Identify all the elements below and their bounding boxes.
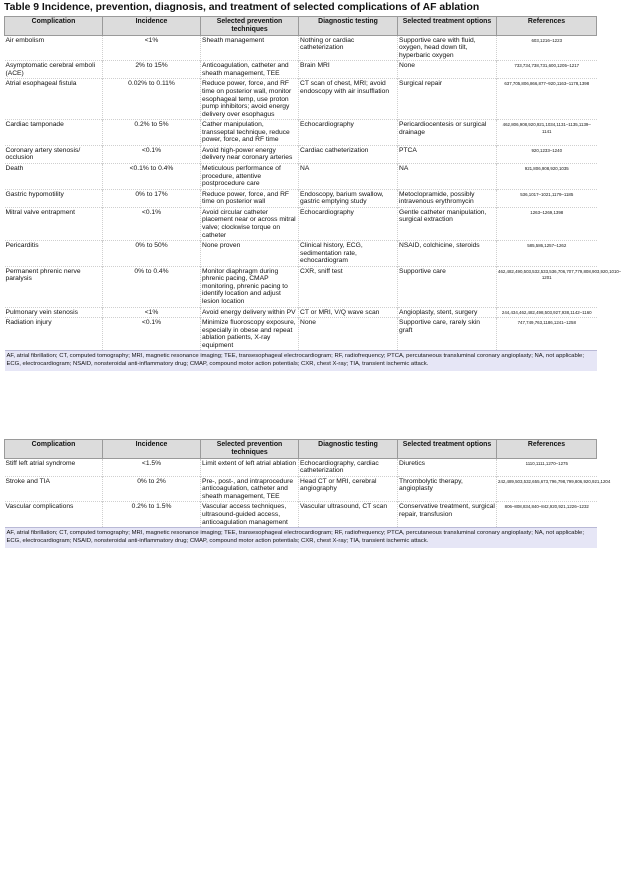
complications-table-part-1 — [4, 16, 621, 371]
header-incidence: Incidence — [103, 17, 201, 36]
treatment-cell: Thrombolytic therapy, angioplasty — [398, 476, 497, 502]
references-cell: 806–808,834,840–842,920,921,1226–1232 — [497, 502, 597, 528]
complication-cell: Gastric hypomotility — [5, 190, 64, 198]
diagnostic-cell: Endoscopy, barium swallow, gastric emptying study — [299, 189, 398, 207]
diagnostic-cell: Nothing or cardiac catheterization — [299, 35, 398, 61]
treatment-cell: NA — [398, 164, 497, 190]
complication-cell: Permanent phrenic nerve paralysis — [5, 267, 81, 283]
references-cell: 733,734,738,731,600,1205–1217 — [497, 61, 597, 79]
header-incidence: Incidence — [103, 440, 201, 459]
table-row — [5, 502, 597, 528]
abbreviations-footnote: AF, atrial fibrillation; CT, computed tomography; MRI, magnetic resonance imaging; TEE, transesophageal electrocardiogram; RF, radiofrequency; PTCA, percutaneous transluminal coronary angioplasty; NA, not applicable; ECG, electrocardiogram; NSAID, nonsteroidal anti-inflammatory drug; CMAP, compound motor action potentials; CXR, chest X-ray; TIA, transient ischemic attack. — [5, 351, 597, 371]
references-cell: 462,806,908,920,921,1034,1131–1135,1139–1141 — [497, 120, 597, 146]
incidence-cell: 0% to 0.4% — [103, 266, 201, 307]
prevention-cell: Reduce power, force, and RF time on posterior wall — [201, 189, 299, 207]
treatment-cell: NSAID, colchicine, steroids — [398, 241, 497, 267]
references-cell: 1263–1269,1398 — [497, 207, 597, 240]
complication-cell: Air embolism — [5, 36, 45, 44]
prevention-cell: Monitor diaphragm during phrenic pacing, CMAP monitoring, phrenic pacing to identify location and adjust lesion location — [201, 266, 299, 307]
treatment-cell: Supportive care, rarely skin graft — [398, 318, 497, 351]
references-cell: 747,749,763,1186,1241–1258 — [497, 318, 597, 351]
references-cell: 603,1216–1223 — [497, 35, 597, 61]
treatment-cell: Surgical repair — [398, 79, 497, 120]
prevention-cell: Anticoagulation, catheter and sheath management, TEE — [201, 61, 299, 79]
incidence-cell: 0% to 50% — [103, 241, 201, 267]
footnote-row — [5, 351, 597, 371]
table-title: Table 9 Incidence, prevention, diagnosis, and treatment of selected complications of AF ablation — [4, 2, 480, 13]
table-row — [5, 164, 597, 190]
prevention-cell: None proven — [201, 241, 299, 267]
treatment-cell: Gentle catheter manipulation, surgical extraction — [398, 207, 497, 240]
complication-cell: Vascular complications — [5, 503, 74, 511]
table-row — [5, 189, 597, 207]
references-cell: 921,806,908,920,1035 — [497, 164, 597, 190]
references-cell: 1110,1111,1270–1275 — [497, 458, 597, 476]
incidence-cell: <0.1% — [103, 145, 201, 163]
prevention-cell: Vascular access techniques, ultrasound-guided access, anticoagulation management — [201, 502, 299, 528]
table-row — [5, 35, 597, 61]
header-prevention: Selected prevention techniques — [201, 17, 299, 36]
incidence-cell: 2% to 15% — [103, 61, 201, 79]
diagnostic-cell: Cardiac catheterization — [299, 145, 398, 163]
table-row — [5, 207, 597, 240]
complication-cell: Asymptomatic cerebral emboli (ACE) — [5, 62, 96, 77]
incidence-cell: <0.1% — [103, 207, 201, 240]
incidence-cell: 0% to 17% — [103, 189, 201, 207]
header-diagnostic: Diagnostic testing — [299, 440, 398, 459]
table-row — [5, 241, 597, 267]
references-cell: 637,705,806,866,877–920,1163–1178,1398 — [497, 79, 597, 120]
incidence-cell: <0.1% to 0.4% — [103, 164, 201, 190]
incidence-cell: 0% to 2% — [103, 476, 201, 502]
diagnostic-cell: Echocardiography, cardiac catheterization — [299, 458, 398, 476]
references-cell: 244,434,462,482,498,503,927,938,1142–1160 — [497, 307, 597, 318]
prevention-cell: Cather manipulation, transseptal technique, reduce power, force, and RF time — [201, 120, 299, 146]
table-row — [5, 318, 597, 351]
treatment-cell: Conservative treatment, surgical repair, transfusion — [398, 502, 497, 528]
prevention-cell: Minimize fluoroscopy exposure, especially in obese and repeat ablation patients, X-ray equipment — [201, 318, 299, 351]
complication-cell: Mitral valve entrapment — [5, 208, 76, 216]
diagnostic-cell: Echocardiography — [299, 120, 398, 146]
treatment-cell: Metoclopramide, possibly intravenous erythromycin — [398, 189, 497, 207]
abbreviations-footnote: AF, atrial fibrillation; CT, computed tomography; MRI, magnetic resonance imaging; TEE, transesophageal electrocardiogram; RF, radiofrequency; PTCA, percutaneous transluminal coronary angioplasty; NA, not applicable; ECG, electrocardiogram; NSAID, nonsteroidal anti-inflammatory drug; CMAP, compound motor action potentials; CXR, chest X-ray; TIA, transient ischemic attack. — [5, 528, 597, 548]
diagnostic-cell: Vascular ultrasound, CT scan — [299, 502, 398, 528]
treatment-cell: Supportive care — [398, 266, 497, 307]
references-cell: 242,489,503,532,655,673,796,798,799,806,920,921,1204 — [497, 476, 597, 502]
footnote-row — [5, 528, 597, 548]
complication-cell: Pericarditis — [5, 242, 39, 250]
header-complication: Complication — [5, 17, 103, 36]
complication-cell: Stroke and TIA — [5, 477, 50, 485]
treatment-cell: Pericardiocentesis or surgical drainage — [398, 120, 497, 146]
header-treatment: Selected treatment options — [398, 17, 497, 36]
complications-table-part-2 — [4, 439, 611, 548]
incidence-cell: 0.2% to 1.5% — [103, 502, 201, 528]
diagnostic-cell: CXR, sniff test — [299, 266, 398, 307]
table-row — [5, 307, 597, 318]
table-row — [5, 476, 597, 502]
references-cell: 462,482,490,503,532,533,536,706,707,779,808,903,920,1010–1201 — [497, 266, 597, 307]
header-prevention: Selected prevention techniques — [201, 440, 299, 459]
complication-cell: Stiff left atrial syndrome — [5, 459, 76, 467]
table-row — [5, 458, 597, 476]
table-row — [5, 266, 597, 307]
prevention-cell: Avoid circular catheter placement near or across mitral valve; clockwise torque on catheter — [201, 207, 299, 240]
complication-cell: Atrial esophageal fistula — [5, 80, 77, 88]
diagnostic-cell: Clinical history, ECG, sedimentation rate, echocardiogram — [299, 241, 398, 267]
header-diagnostic: Diagnostic testing — [299, 17, 398, 36]
treatment-cell: None — [398, 61, 497, 79]
prevention-cell: Avoid energy delivery within PV — [201, 307, 299, 318]
complication-cell: Coronary artery stenosis/ occlusion — [5, 146, 81, 162]
references-cell: 585,586,1257–1262 — [497, 241, 597, 267]
diagnostic-cell: CT or MRI, V/Q wave scan — [299, 307, 398, 318]
complication-cell: Death — [5, 165, 24, 173]
header-references: References — [497, 440, 597, 459]
table-row — [5, 120, 597, 146]
complication-cell: Cardiac tamponade — [5, 121, 64, 129]
complication-cell: Radiation injury — [5, 319, 52, 327]
header-references: References — [497, 17, 597, 36]
treatment-cell: Diuretics — [398, 458, 497, 476]
table-body — [5, 35, 621, 351]
table-row — [5, 145, 597, 163]
prevention-cell: Reduce power, force, and RF time on posterior wall, monitor esophageal temp, use proton pump inhibitors; avoid energy delivery over esophagus — [201, 79, 299, 120]
complication-cell: Pulmonary vein stenosis — [5, 308, 78, 316]
incidence-cell: <1% — [103, 35, 201, 61]
header-row — [5, 440, 597, 459]
prevention-cell: Meticulous performance of procedure, attentive postprocedure care — [201, 164, 299, 190]
diagnostic-cell: CT scan of chest, MRI; avoid endoscopy with air insufflation — [299, 79, 398, 120]
prevention-cell: Pre-, post-, and intraprocedure anticoagulation, catheter and sheath management, TEE — [201, 476, 299, 502]
prevention-cell: Sheath management — [201, 35, 299, 61]
header-treatment: Selected treatment options — [398, 440, 497, 459]
treatment-cell: Supportive care with fluid, oxygen, head down tilt, hyperbaric oxygen — [398, 35, 497, 61]
table-row — [5, 79, 597, 120]
treatment-cell: PTCA — [398, 145, 497, 163]
references-cell: 920,1233–1240 — [497, 145, 597, 163]
table-row — [5, 61, 597, 79]
header-complication: Complication — [5, 440, 103, 459]
incidence-cell: <1.5% — [103, 458, 201, 476]
prevention-cell: Limit extent of left atrial ablation — [201, 458, 299, 476]
references-cell: 536,1017–1021,1179–1185 — [497, 189, 597, 207]
incidence-cell: 0.02% to 0.11% — [103, 79, 201, 120]
incidence-cell: 0.2% to 5% — [103, 120, 201, 146]
prevention-cell: Avoid high-power energy delivery near coronary arteries — [201, 145, 299, 163]
incidence-cell: <0.1% — [103, 318, 201, 351]
diagnostic-cell: None — [299, 318, 398, 351]
treatment-cell: Angioplasty, stent, surgery — [398, 307, 497, 318]
diagnostic-cell: Brain MRI — [299, 61, 398, 79]
diagnostic-cell: Echocardiography — [299, 207, 398, 240]
diagnostic-cell: Head CT or MRI, cerebral angiography — [299, 476, 398, 502]
incidence-cell: <1% — [103, 307, 201, 318]
diagnostic-cell: NA — [299, 164, 398, 190]
header-row — [5, 17, 597, 36]
table-body — [5, 458, 611, 528]
